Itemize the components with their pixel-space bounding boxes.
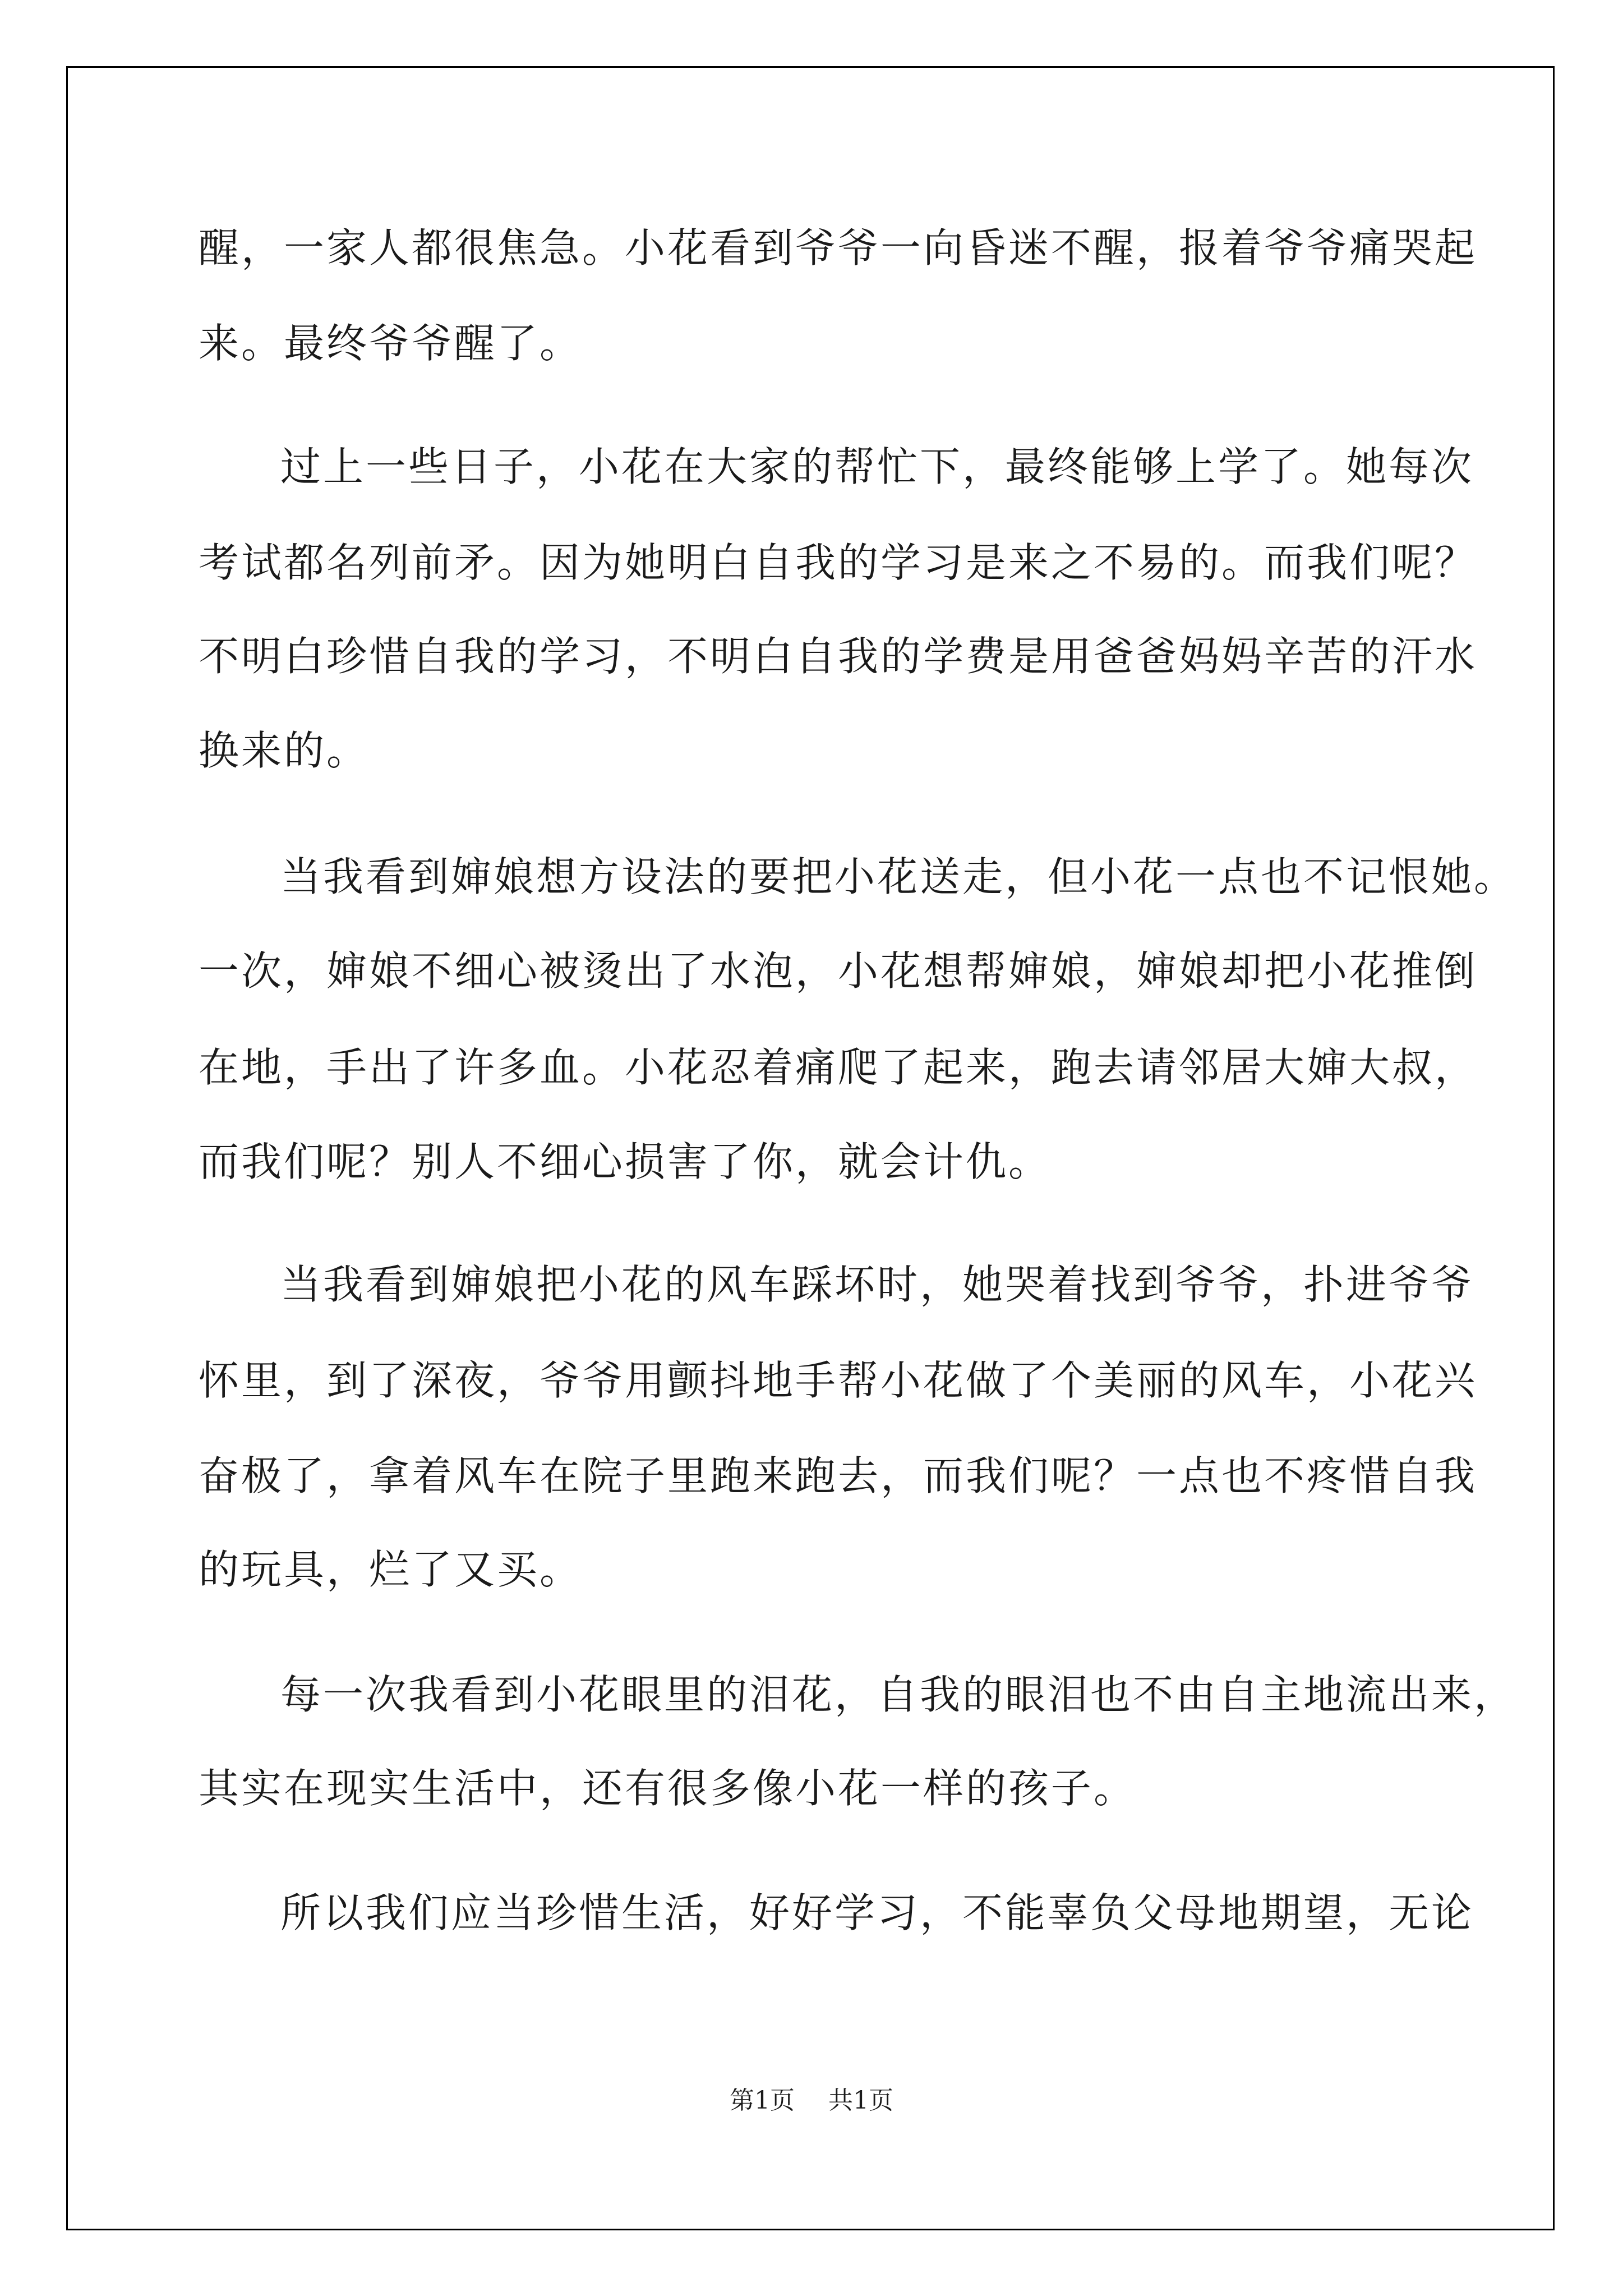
page-number: 第1页 — [730, 2086, 795, 2115]
page-footer — [0, 2084, 1623, 2118]
text-line: 所以我们应当珍惜生活，好好学习，不能辜负父母地期望，无论 — [280, 1889, 1474, 1936]
text-line: 来。最终爷爷醒了。 — [199, 320, 583, 367]
text-line: 考试都名列前矛。因为她明白自我的学习是来之不易的。而我们呢？ — [199, 539, 1478, 586]
text-line: 怀里，到了深夜，爷爷用颤抖地手帮小花做了个美丽的风车，小花兴 — [199, 1357, 1478, 1404]
text-line: 一次，婶娘不细心被烫出了水泡，小花想帮婶娘，婶娘却把小花推倒 — [199, 947, 1478, 995]
text-line: 在地，手出了许多血。小花忍着痛爬了起来，跑去请邻居大婶大叔， — [199, 1044, 1478, 1091]
text-line: 换来的。 — [199, 727, 370, 774]
page-total: 共1页 — [828, 2086, 893, 2115]
text-line: 的玩具，烂了又买。 — [199, 1546, 583, 1593]
text-line: 过上一些日子，小花在大家的帮忙下，最终能够上学了。她每次 — [280, 443, 1474, 490]
text-line: 醒，一家人都很焦急。小花看到爷爷一向昏迷不醒，报着爷爷痛哭起 — [199, 224, 1478, 272]
text-line: 当我看到婶娘想方设法的要把小花送走，但小花一点也不记恨她。 — [280, 853, 1517, 900]
text-line: 奋极了，拿着风车在院子里跑来跑去，而我们呢？一点也不疼惜自我 — [199, 1452, 1478, 1499]
text-line: 而我们呢？别人不细心损害了你，就会计仇。 — [199, 1138, 1052, 1185]
text-line: 当我看到婶娘把小花的风车踩坏时，她哭着找到爷爷，扑进爷爷 — [280, 1261, 1474, 1308]
text-line: 不明白珍惜自我的学习，不明白自我的学费是用爸爸妈妈辛苦的汗水 — [199, 633, 1478, 680]
text-line: 其实在现实生活中，还有很多像小花一样的孩子。 — [199, 1765, 1137, 1812]
text-line: 每一次我看到小花眼里的泪花，自我的眼泪也不由自主地流出来， — [280, 1671, 1517, 1718]
